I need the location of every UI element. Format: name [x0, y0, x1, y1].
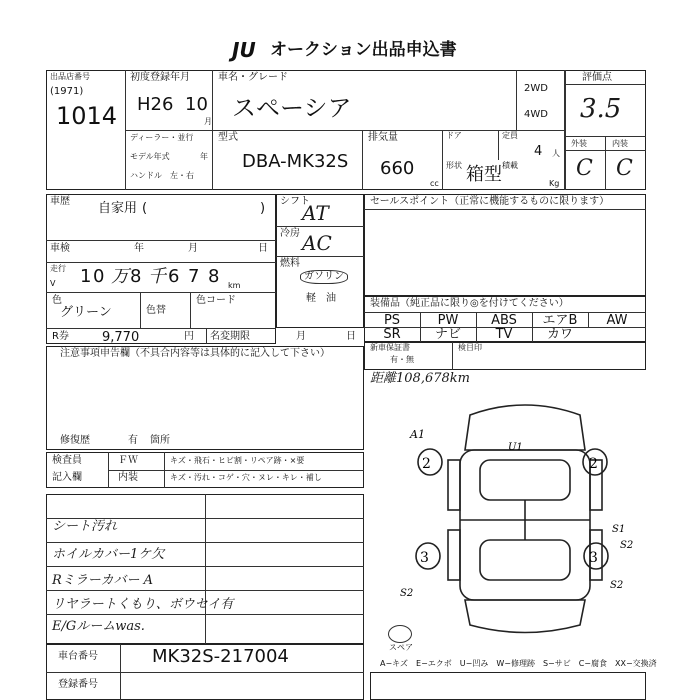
damage-s2-right: S2: [620, 540, 634, 551]
equip-ps: PS: [383, 313, 401, 328]
displacement-label: 排気量: [368, 132, 398, 143]
inspection-year: 年: [134, 243, 144, 254]
color-code-label: 色コード: [196, 295, 236, 306]
equip-navi: ナビ: [434, 327, 461, 342]
damage-c3-left: 3: [420, 550, 429, 566]
handle-label: ハンドル 左・右: [130, 171, 194, 180]
notes-block: [46, 346, 364, 450]
inspector-fw: ＦＷ: [118, 455, 138, 466]
damage-s1: S1: [612, 524, 626, 535]
displacement: 660: [380, 158, 415, 179]
model-type: DBA-MK32S: [242, 151, 349, 172]
recycle-label: R券: [52, 331, 69, 342]
exhibitor-code-label: 出品店番号: [50, 72, 90, 81]
history-label: 車歴: [50, 196, 70, 207]
body-type: 箱型: [466, 164, 502, 185]
exhibitor-code: (1971): [50, 86, 84, 97]
color-label: 色: [52, 295, 62, 306]
spare-tire-icon: [388, 625, 412, 643]
dealer-label: ディーラー・並行: [130, 133, 194, 142]
mileage-4: 千: [148, 266, 166, 287]
name-grade-label: 車名・グレード: [218, 72, 288, 83]
damage-s2-left: S2: [400, 588, 414, 599]
equip-abs: ABS: [491, 313, 517, 328]
chassis-label: 車台番号: [58, 651, 98, 662]
cc-unit: cc: [430, 179, 439, 188]
ac-value: AC: [302, 231, 332, 255]
reg-label: 登録番号: [58, 679, 98, 690]
damage-c2-left: 2: [422, 456, 431, 472]
damage-u1: U1: [508, 442, 523, 453]
chassis-number: MK32S-217004: [152, 646, 289, 667]
ju-logo: JU: [232, 38, 256, 62]
paren-open: (: [142, 201, 148, 216]
capacity: 4: [534, 144, 543, 159]
capacity-label: 定員: [502, 131, 518, 140]
repair-value: 有: [128, 435, 138, 446]
repair-place-label: 箇所: [150, 435, 170, 446]
color-value: グリーン: [60, 305, 112, 320]
person-unit: 人: [552, 149, 560, 158]
mileage-2: 万: [111, 266, 129, 287]
register-label: 検目印: [458, 343, 482, 352]
mileage-5: 6: [168, 266, 180, 287]
spare-label: スペア: [389, 643, 413, 652]
lot-number: 1014: [56, 102, 118, 130]
damage-c2-right: 2: [589, 456, 598, 472]
sales-label: セールスポイント（正常に機能するものに限ります）: [370, 196, 610, 207]
shift-label: シフト: [280, 196, 310, 207]
inspector-interior: 内装: [118, 472, 138, 483]
equip-airbag: エアB: [542, 313, 578, 328]
equip-leather: カワ: [546, 327, 573, 342]
exterior-label: 外装: [571, 139, 587, 148]
damage-c3-right: 3: [589, 550, 598, 566]
form-title: オークション出品申込書: [270, 40, 457, 60]
color-change-label: 色替: [146, 305, 166, 316]
hand-note-1: シート汚れ: [52, 519, 118, 534]
year-unit: 年: [200, 152, 208, 161]
type-label: 型式: [218, 132, 238, 143]
mileage-3: 8: [130, 266, 142, 287]
first-reg-month: 10: [185, 94, 208, 115]
hand-note-2: ホイルカバー1ケ欠: [52, 547, 165, 562]
shift-value: AT: [302, 201, 329, 225]
ac-label: 冷房: [280, 228, 300, 239]
model-year-label: モデル年式: [130, 152, 170, 161]
first-reg-era: H26: [137, 94, 174, 115]
score-label: 評価点: [582, 72, 612, 83]
notes-label: 注意事項申告欄（不具合内容等は具体的に記入して下さい）: [60, 348, 330, 359]
yen-unit: 円: [184, 331, 194, 342]
name-change-month: 月: [296, 331, 306, 342]
kg-unit: Kg: [549, 179, 560, 188]
damage-a1: A1: [410, 428, 425, 441]
first-reg-label: 初度登録年月: [130, 72, 190, 83]
warranty-value: 有・無: [390, 355, 414, 364]
repair-label: 修復歴: [60, 435, 90, 446]
signature-block: [370, 672, 646, 700]
fuel-label: 燃料: [280, 258, 300, 269]
car-name: スペーシア: [232, 94, 352, 122]
equip-sr: SR: [383, 327, 401, 342]
interior-label: 内装: [612, 139, 628, 148]
fuel-diesel: 軽 油: [306, 293, 336, 304]
inspection-month: 月: [188, 243, 198, 254]
car-damage-diagram: [400, 390, 650, 650]
name-change-day: 日: [346, 331, 356, 342]
name-change-label: 名変期限: [210, 331, 250, 342]
inspector-line2: キズ・汚れ・コゲ・穴・ヌレ・キレ・補し: [170, 473, 322, 482]
mileage-1: 0: [93, 266, 105, 287]
inspection-label: 車検: [50, 243, 70, 254]
odometer-note: 距離108,678km: [370, 371, 470, 386]
interior-grade: C: [616, 156, 633, 181]
warranty-label: 新車保証書: [370, 343, 410, 352]
hand-note-4: リヤラートくもり、ボウセイ有: [52, 597, 234, 612]
drive-4wd: 4WD: [524, 109, 548, 120]
inspector-label2: 記入欄: [52, 472, 82, 483]
mileage-label: 走行: [50, 264, 66, 273]
equip-tv: TV: [495, 327, 513, 342]
damage-legend: A−キズ E−エクボ U−凹み W−修理跡 S−サビ C−腐食 XX−交換済: [380, 659, 657, 668]
month-unit: 月: [204, 117, 212, 126]
hand-note-5: E/Gルームwas.: [52, 619, 145, 634]
inspection-day: 日: [258, 243, 268, 254]
drive-2wd: 2WD: [524, 83, 548, 94]
history-value: 自家用: [98, 201, 138, 216]
recycle-value: 9,770: [102, 330, 140, 345]
inspector-line1: キズ・飛石・ヒビ割・リペア跡・×要: [170, 456, 305, 465]
damage-s2-rear: S2: [610, 580, 624, 591]
score-value: 3.5: [580, 94, 622, 124]
equip-aw: AW: [606, 313, 628, 328]
exterior-grade: C: [576, 156, 593, 181]
fuel-value: ガソリン: [300, 270, 348, 284]
mileage-0: 1: [80, 266, 92, 287]
mileage-7: 8: [208, 266, 220, 287]
mileage-v: V: [50, 279, 56, 288]
body-label: 形状: [446, 161, 462, 170]
equip-pw: PW: [437, 313, 459, 328]
door-label: ドア: [446, 131, 462, 140]
inspector-label1: 検査員: [52, 455, 82, 466]
paren-close: ): [260, 201, 266, 216]
km-unit: km: [228, 281, 241, 290]
equipment-label: 装備品（純正品に限り◎を付けてください）: [370, 298, 569, 309]
hand-note-3: Rミラーカバー A: [52, 573, 154, 588]
load-label: 積載: [502, 161, 518, 170]
mileage-6: 7: [188, 266, 200, 287]
